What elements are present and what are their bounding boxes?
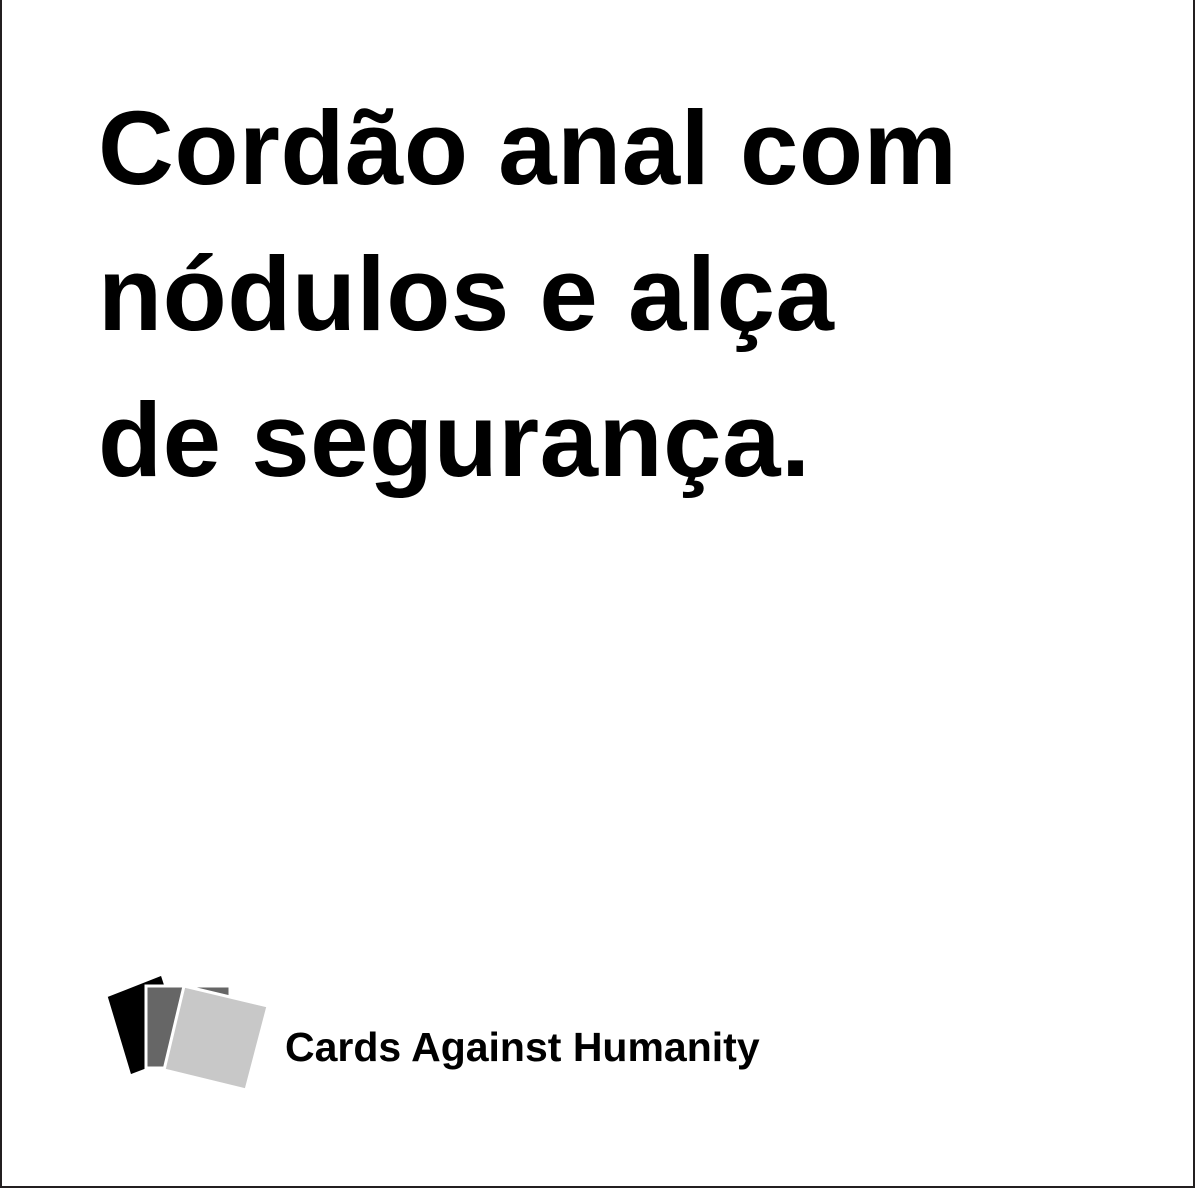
card-text-line-1: Cordão anal com (98, 90, 958, 207)
logo-card-light (164, 986, 268, 1090)
card-text (98, 76, 1138, 514)
card-text-line-3: de segurança. (98, 382, 811, 499)
card-text-line-2: nódulos e alça (98, 236, 835, 353)
brand-name: Cards Against Humanity (285, 1024, 760, 1070)
cards-logo-icon (106, 974, 272, 1092)
